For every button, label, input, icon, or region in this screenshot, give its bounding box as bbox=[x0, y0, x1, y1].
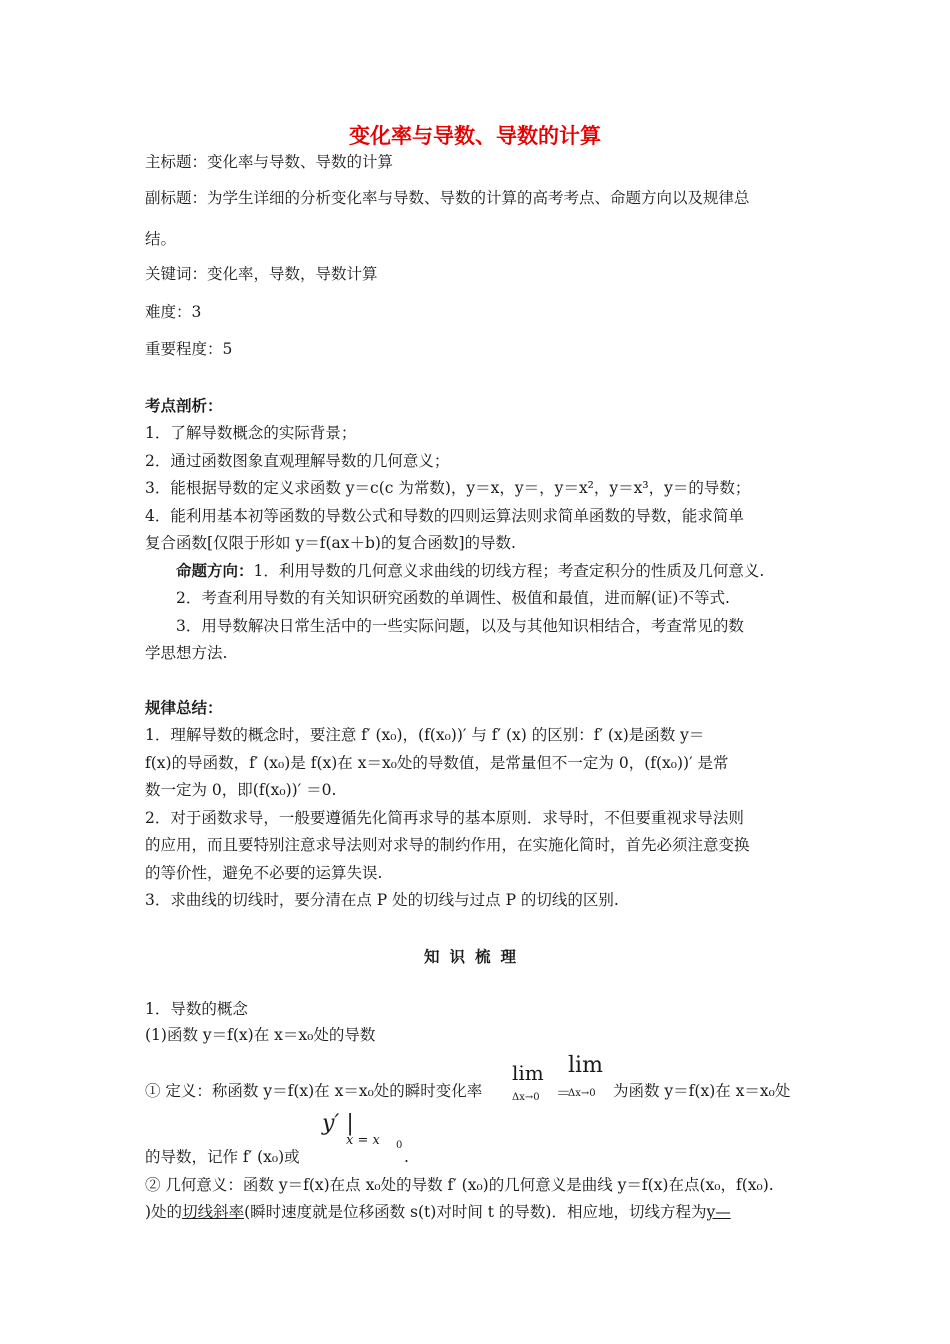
limit-expression-2 bbox=[568, 1053, 603, 1078]
mingti-line-3: 3．用导数解决日常生活中的一些实际问题，以及与其他知识相结合，考查常见的数 bbox=[176, 617, 744, 635]
limit-sub-2 bbox=[568, 1081, 596, 1100]
difficulty-line: 难度：3 bbox=[145, 303, 202, 321]
definition-text-2: 为函数 y＝f(x)在 x＝x₀处 bbox=[613, 1082, 791, 1100]
keywords-line: 关键词：变化率，导数，导数计算 bbox=[145, 265, 378, 283]
y-prime-subscript-zero: 0 bbox=[396, 1140, 403, 1151]
tangent-slope-term: 切线斜率 bbox=[182, 1203, 245, 1221]
kaodian-heading: 考点剖析： bbox=[145, 397, 223, 415]
zhishi-heading: 知识梳理 bbox=[423, 948, 526, 966]
lim-sub-1: Δx→0 bbox=[512, 1092, 540, 1103]
y-prime-notation: y′ | bbox=[322, 1111, 354, 1136]
limit-equals: ＝ bbox=[556, 1084, 572, 1102]
mingti-line-1 bbox=[176, 561, 764, 581]
subtitle-line-1: 副标题：为学生详细的分析变化率与导数、导数的计算的高考考点、命题方向以及规律总 bbox=[145, 189, 750, 207]
geo-text-b: (瞬时速度就是位移函数 s(t)对时间 t 的导数)．相应地，切线方程为 bbox=[244, 1203, 707, 1221]
tangent-equation-start: y— bbox=[706, 1203, 731, 1221]
subtitle-line-2: 结。 bbox=[145, 230, 177, 248]
guilv-line-7: 3．求曲线的切线时，要分清在点 P 处的切线与过点 P 的切线的区别. bbox=[145, 891, 619, 909]
guilv-line-4: 2．对于函数求导，一般要遵循先化简再求导的基本原则．求导时，不但要重视求导法则 bbox=[145, 809, 744, 827]
geometric-meaning-line-2 bbox=[145, 1202, 731, 1222]
guilv-line-2: f(x)的导函数，f′ (x₀)是 f(x)在 x＝x₀处的导数值，是常量但不一定为 0，(f(x₀))′ 是常 bbox=[145, 754, 729, 772]
definition-text-3: 的导数，记作 f′ (x₀)或 bbox=[145, 1148, 300, 1166]
lim-word-1: lim bbox=[512, 1061, 544, 1085]
guilv-heading: 规律总结： bbox=[145, 699, 223, 717]
document-title: 变化率与导数、导数的计算 bbox=[349, 124, 601, 148]
definition-text: ① 定义：称函数 y＝f(x)在 x＝x₀处的瞬时变化率 bbox=[145, 1082, 483, 1100]
guilv-line-5: 的应用，而且要特别注意求导法则对求导的制约作用，在实施化简时，首先必须注意变换 bbox=[145, 836, 750, 854]
mingti-line-4: 学思想方法. bbox=[145, 644, 228, 662]
kaodian-line-1: 1．了解导数概念的实际背景； bbox=[145, 424, 357, 442]
geo-text-a: )处的 bbox=[145, 1203, 183, 1221]
geometric-meaning-line-1: ② 几何意义：函数 y＝f(x)在点 x₀处的导数 f′ (x₀)的几何意义是曲线 y＝f(x)在点(x₀，f(x₀). bbox=[145, 1176, 774, 1194]
kaodian-line-3: 3．能根据导数的定义求函数 y＝c(c 为常数)，y＝x，y＝，y＝x²，y＝x³，y＝的导数； bbox=[145, 479, 751, 497]
concept-line: 1．导数的概念 bbox=[145, 1000, 248, 1018]
kaodian-line-2: 2．通过函数图象直观理解导数的几何意义； bbox=[145, 452, 450, 470]
kaodian-line-4: 4．能利用基本初等函数的导数公式和导数的四则运算法则求简单函数的导数，能求简单 bbox=[145, 507, 744, 525]
lim-word-2: lim bbox=[568, 1053, 603, 1078]
guilv-line-3: 数一定为 0，即(f(x₀))′ ＝0. bbox=[145, 781, 337, 799]
definition-period: . bbox=[404, 1148, 409, 1166]
main-title-line: 主标题：变化率与导数、导数的计算 bbox=[145, 153, 394, 171]
y-prime-subscript: x = x bbox=[346, 1133, 380, 1148]
importance-line: 重要程度：5 bbox=[145, 340, 233, 358]
derivative-at-point-line: (1)函数 y＝f(x)在 x＝x₀处的导数 bbox=[145, 1026, 376, 1044]
guilv-line-1: 1．理解导数的概念时，要注意 f′ (x₀)，(f(x₀))′ 与 f′ (x) 的区别：f′ (x)是函数 y＝ bbox=[145, 726, 705, 744]
limit-expression-1 bbox=[512, 1061, 544, 1085]
lim-sub-2: Δx→0 bbox=[568, 1088, 596, 1099]
limit-sub-1 bbox=[512, 1085, 540, 1104]
guilv-line-6: 的等价性，避免不必要的运算失误. bbox=[145, 864, 383, 882]
mingti-text-1: 1．利用导数的几何意义求曲线的切线方程；考查定积分的性质及几何意义. bbox=[253, 562, 765, 580]
mingti-line-2: 2．考查利用导数的有关知识研究函数的单调性、极值和最值，进而解(证)不等式. bbox=[176, 589, 730, 607]
mingti-label: 命题方向： bbox=[176, 562, 254, 580]
kaodian-line-5: 复合函数[仅限于形如 y＝f(ax＋b)的复合函数]的导数. bbox=[145, 534, 516, 552]
